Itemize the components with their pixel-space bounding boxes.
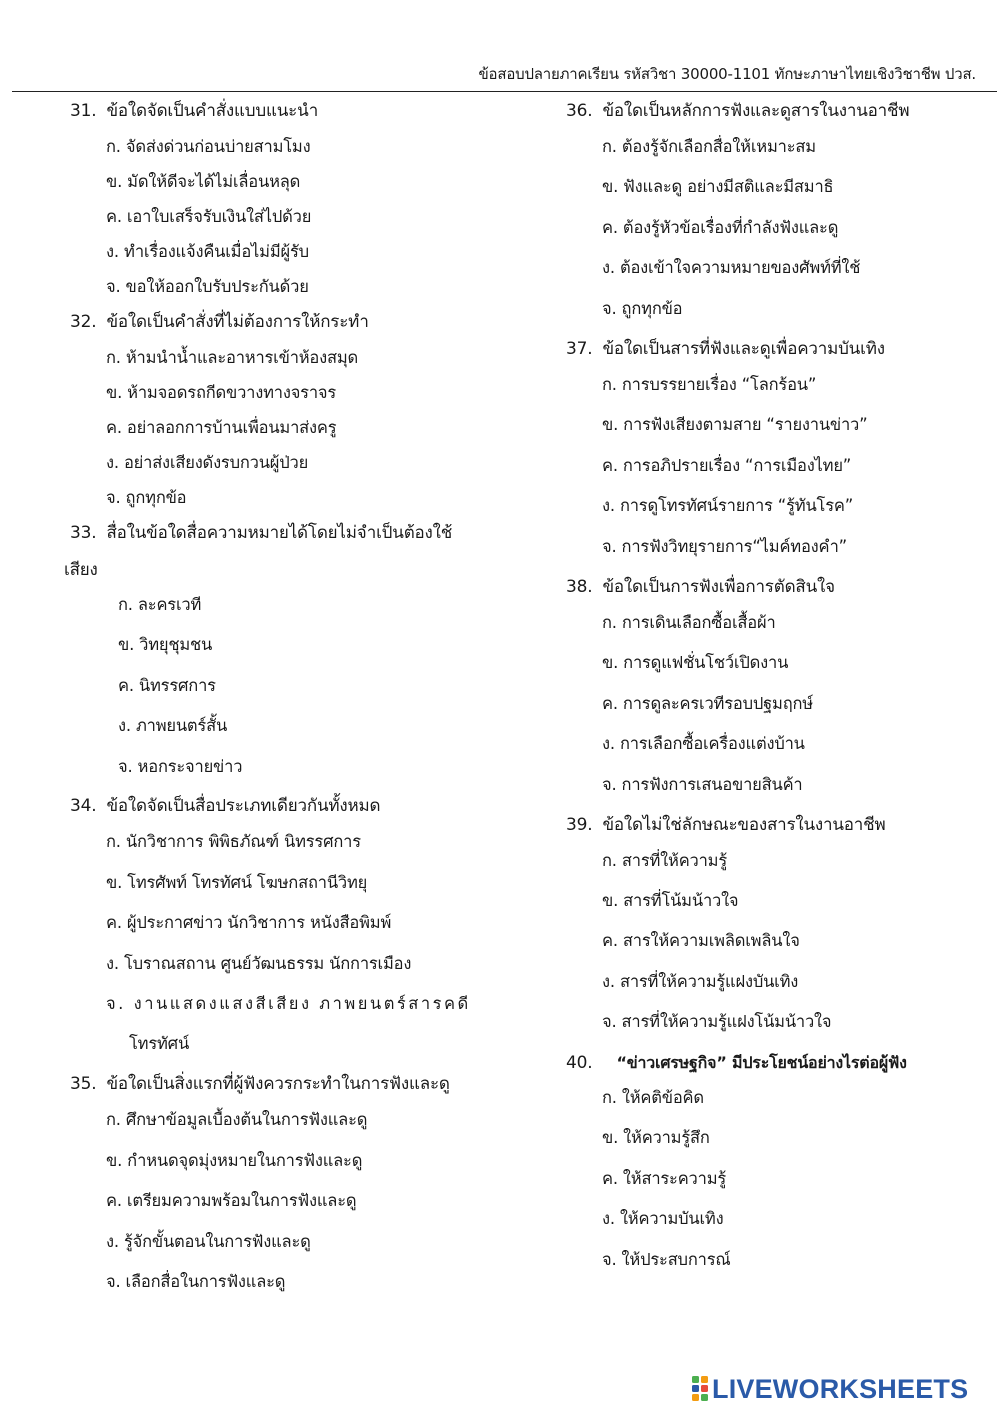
option: ง. รู้จักขั้นตอนในการฟังและดู: [106, 1232, 311, 1251]
question-number: 34.: [70, 796, 97, 816]
option: ก. ให้คติข้อคิด: [602, 1088, 704, 1107]
question-text: สื่อในข้อใดสื่อความหมายได้โดยไม่จำเป็นต้องใช้: [106, 523, 453, 543]
question-text: “ข่าวเศรษฐกิจ” มีประโยชน์อย่างไรต่อผู้ฟัง: [616, 1053, 907, 1072]
option: ง. ทำเรื่องแจ้งคืนเมื่อไม่มีผู้รับ: [106, 242, 309, 261]
question-text: ข้อใดเป็นหลักการฟังและดูสารในงานอาชีพ: [602, 101, 910, 121]
question-35: [70, 1074, 450, 1094]
option: ค. ให้สาระความรู้: [602, 1169, 727, 1188]
option: ค. สารให้ความเพลิดเพลินใจ: [602, 931, 800, 950]
question-text: ข้อใดเป็นคำสั่งที่ไม่ต้องการให้กระทำ: [106, 312, 369, 332]
option: ง. การดูโทรทัศน์รายการ “รู้ทันโรค”: [602, 496, 854, 515]
question-number: 35.: [70, 1074, 97, 1094]
option: ค. เอาใบเสร็จรับเงินใส่ไปด้วย: [106, 207, 312, 226]
question-number: 39.: [566, 815, 593, 835]
option: ง. ให้ความบันเทิง: [602, 1209, 724, 1228]
question-39: [566, 815, 886, 835]
question-continuation: เสียง: [64, 560, 98, 580]
option: ง. ภาพยนตร์สั้น: [118, 716, 228, 735]
option: จ. เลือกสื่อในการฟังและดู: [106, 1272, 286, 1291]
option: ค. ผู้ประกาศข่าว นักวิชาการ หนังสือพิมพ์: [106, 913, 392, 932]
option: ค. การดูละครเวทีรอบปฐมฤกษ์: [602, 694, 813, 713]
option: จ. การฟังการเสนอขายสินค้า: [602, 775, 803, 794]
question-31: [70, 101, 318, 121]
option: ข. การดูแฟชั่นโชว์เปิดงาน: [602, 653, 789, 672]
option: ง. อย่าส่งเสียงดังรบกวนผู้ป่วย: [106, 453, 309, 472]
question-text: ข้อใดเป็นการฟังเพื่อการตัดสินใจ: [602, 577, 835, 597]
option: ค. นิทรรศการ: [118, 676, 216, 695]
question-text: ข้อใดไม่ใช่ลักษณะของสารในงานอาชีพ: [602, 815, 886, 835]
option: ข. การฟังเสียงตามสาย “รายงานข่าว”: [602, 415, 868, 434]
option: ข. วิทยุชุมชน: [118, 635, 213, 654]
question-38: [566, 577, 835, 597]
option: จ. ถูกทุกข้อ: [106, 488, 187, 507]
option: ข. ห้ามจอดรถกีดขวางทางจราจร: [106, 383, 337, 402]
option: ก. สารที่ให้ความรู้: [602, 851, 727, 870]
question-text: ข้อใดเป็นสารที่ฟังและดูเพื่อความบันเทิง: [602, 339, 885, 359]
option-continuation: โทรทัศน์: [129, 1034, 190, 1053]
option: ง. การเลือกซื้อเครื่องแต่งบ้าน: [602, 734, 805, 753]
option: ก. ละครเวที: [118, 595, 202, 614]
option: ค. เตรียมความพร้อมในการฟังและดู: [106, 1191, 357, 1210]
option: ก. การเดินเลือกซื้อเสื้อผ้า: [602, 613, 776, 632]
liveworksheets-logo-icon: [692, 1376, 708, 1402]
option: ก. นักวิชาการ พิพิธภัณฑ์ นิทรรศการ: [106, 832, 361, 851]
question-number: 36.: [566, 101, 593, 121]
option: ก. ห้ามนำน้ำและอาหารเข้าห้องสมุด: [106, 348, 359, 367]
exam-header: ข้อสอบปลายภาคเรียน รหัสวิชา 30000-1101 ทักษะภาษาไทยเชิงวิชาชีพ ปวส.: [478, 65, 976, 83]
option: ก. จัดส่งด่วนก่อนบ่ายสามโมง: [106, 137, 311, 156]
option: ข. สารที่โน้มน้าวใจ: [602, 891, 739, 910]
question-number: 40.: [566, 1053, 593, 1073]
question-34: [70, 796, 380, 816]
option: จ. การฟังวิทยุรายการ“ไมค์ทองคำ”: [602, 537, 847, 556]
option: ค. การอภิปรายเรื่อง “การเมืองไทย”: [602, 456, 852, 475]
option: ข. กำหนดจุดมุ่งหมายในการฟังและดู: [106, 1151, 363, 1170]
question-37: [566, 339, 885, 359]
option: ก. ต้องรู้จักเลือกสื่อให้เหมาะสม: [602, 137, 816, 156]
option: จ. ให้ประสบการณ์: [602, 1250, 731, 1269]
question-36: [566, 101, 909, 121]
option: จ. สารที่ให้ความรู้แฝงโน้มน้าวใจ: [602, 1012, 832, 1031]
logo-text: LIVEWORKSHEETS: [712, 1373, 969, 1404]
option: ง. โบราณสถาน ศูนย์วัฒนธรรม นักการเมือง: [106, 954, 412, 973]
question-number: 38.: [566, 577, 593, 597]
option: ง. ต้องเข้าใจความหมายของศัพท์ที่ใช้: [602, 258, 861, 277]
question-40: [566, 1053, 907, 1073]
option: ข. มัดให้ดีจะได้ไม่เลื่อนหลุด: [106, 172, 301, 191]
option: ก. ศึกษาข้อมูลเบื้องต้นในการฟังและดู: [106, 1110, 368, 1129]
liveworksheets-logo[interactable]: [692, 1374, 968, 1404]
option: ข. ฟังและดู อย่างมีสติและมีสมาธิ: [602, 177, 834, 196]
option: จ. งานแสดงแสงสีเสียง ภาพยนตร์สารคดี: [106, 994, 471, 1013]
option: จ. ถูกทุกข้อ: [602, 299, 683, 318]
question-number: 33.: [70, 523, 97, 543]
option: ค. อย่าลอกการบ้านเพื่อนมาส่งครู: [106, 418, 337, 437]
question-number: 31.: [70, 101, 97, 121]
question-text: ข้อใดเป็นสิ่งแรกที่ผู้ฟังควรกระทำในการฟังและดู: [106, 1074, 450, 1094]
question-text: ข้อใดจัดเป็นสื่อประเภทเดียวกันทั้งหมด: [106, 796, 381, 816]
question-number: 37.: [566, 339, 593, 359]
option: จ. หอกระจายข่าว: [118, 757, 243, 776]
option: จ. ขอให้ออกใบรับประกันด้วย: [106, 277, 309, 296]
option: ค. ต้องรู้หัวข้อเรื่องที่กำลังฟังและดู: [602, 218, 839, 237]
header-divider: [12, 91, 997, 92]
option: ข. โทรศัพท์ โทรทัศน์ โฆษกสถานีวิทยุ: [106, 873, 368, 892]
option: ก. การบรรยายเรื่อง “โลกร้อน”: [602, 375, 817, 394]
question-number: 32.: [70, 312, 97, 332]
question-33: [70, 523, 452, 543]
question-32: [70, 312, 369, 332]
option: ง. สารที่ให้ความรู้แฝงบันเทิง: [602, 972, 799, 991]
question-text: ข้อใดจัดเป็นคำสั่งแบบแนะนำ: [106, 101, 319, 121]
option: ข. ให้ความรู้สึก: [602, 1128, 710, 1147]
